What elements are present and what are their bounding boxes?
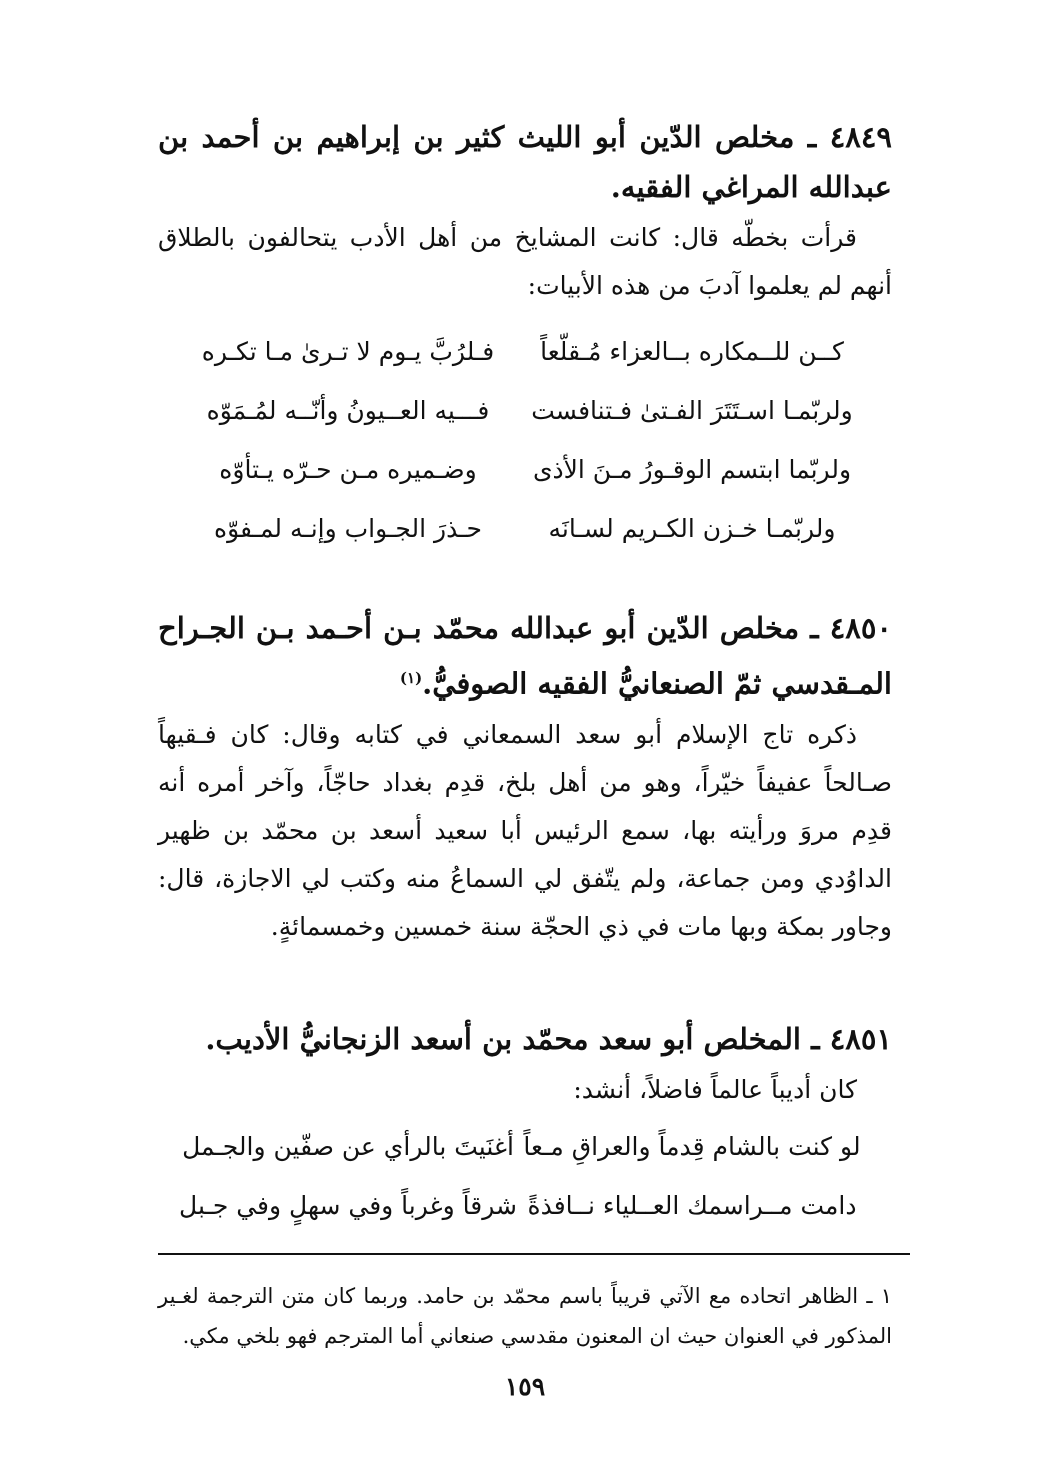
entry-title [158, 603, 892, 709]
entry-4849 [158, 112, 892, 310]
verse-first-hemistich: ولربّمـا خـزن الكـريم لسـانَه [548, 514, 836, 543]
entry-title-text: ٤٨٥٠ ـ مخلص الدّين أبو عبدالله محمّد بـن أحـمد بـن الجـراح المـقدسي ثمّ الصنعانيُّ الفقيه الصوفيُّ. [158, 611, 892, 701]
entry-title: ٤٨٤٩ ـ مخلص الدّين أبو الليث كثير بن إبراهيم بن أحمد بن عبدالله المراغي الفقيه. [158, 120, 892, 204]
verse-first-hemistich: كــن للــمكاره بــالعزاء مُـقلّعاً [540, 337, 844, 366]
verse-first-hemistich: ولربّمـا اسـتَتَرَ الفـتىٰ فـتنافست [531, 396, 853, 425]
verse-second-hemistich: أغنَيتَ بالرأي عن صفّين والجـمل [182, 1132, 514, 1161]
entry-4851 [158, 1014, 892, 1114]
verse-first-hemistich: لو كنت بالشام قِدماً والعراقِ مـعاً [523, 1132, 861, 1161]
entry-title: ٤٨٥١ ـ المخلص أبو سعد محمّد بن أسعد الزنجانيُّ الأديب. [205, 1022, 892, 1056]
verse-first-hemistich: دامت مــراسمك العــلياء نــافذةً [527, 1191, 857, 1220]
verse [158, 1117, 892, 1176]
verse [158, 440, 892, 499]
verse-first-hemistich: ولربّما ابتسم الوقـورُ مـنَ الأذى [532, 455, 852, 484]
verse-second-hemistich: شرقاً وغرباً وفي سهلٍ وفي جـبل [179, 1191, 517, 1220]
entry-text: ذكره تاج الإسلام أبو سعد السمعاني في كتابه وقال: كان فـقيهاً صـالحاً عفيفاً خيّراً، وهو من أهل بلخ، قدِم بغداد حاجّاً، وآخر أمره أنه قدِم مروَ ورأيته بها، سمع الرئيس أبا سعيد أسعد بن محمّد بن ظهير الداوُدي ومن جماعة، ولم يتّفق لي السماعُ منه وكتب لي الاجازة، قال: وجاور بمكة وبها مات في ذي الحجّة سنة خمسين وخمسمائةٍ. [158, 719, 892, 941]
verse [158, 322, 892, 381]
verse-second-hemistich: فـــيه العــيونُ وأنّــه لمُـمَوّه [206, 396, 490, 425]
poem-4851 [158, 1117, 892, 1235]
verse-second-hemistich: فـلرُبَّ يـوم لا تـرىٰ مـا تكـره [201, 337, 495, 366]
footnote-ref: (١) [399, 669, 423, 687]
footnote-divider [158, 1253, 910, 1255]
entry-intro: كان أديباً عالماً فاضلاً، أنشد: [573, 1075, 857, 1104]
poem-4849 [158, 322, 892, 558]
page-number: ١٥٩ [504, 1372, 546, 1401]
entry-intro: قرأت بخطّه قال: كانت المشايخ من أهل الأدب يتحالفون بالطلاق أنهم لم يعلموا آدبَ من هذه الأبيات: [158, 223, 892, 300]
entry-4850 [158, 603, 892, 951]
verse-second-hemistich: حـذرَ الجـواب وإنـه لمـفوّه [214, 514, 482, 543]
verse [158, 1176, 892, 1235]
verse [158, 381, 892, 440]
verse-second-hemistich: وضـميره مـن حـرّه يـتأوّه [219, 455, 477, 484]
verse [158, 499, 892, 558]
footnote: ١ ـ الظاهر اتحاده مع الآتي قريباً باسم محمّد بن حامد. وربما كان متن الترجمة لغـير المذكور في العنوان حيث ان المعنون مقدسي صنعاني أما المترجم فهو بلخي مكي. [158, 1284, 892, 1348]
